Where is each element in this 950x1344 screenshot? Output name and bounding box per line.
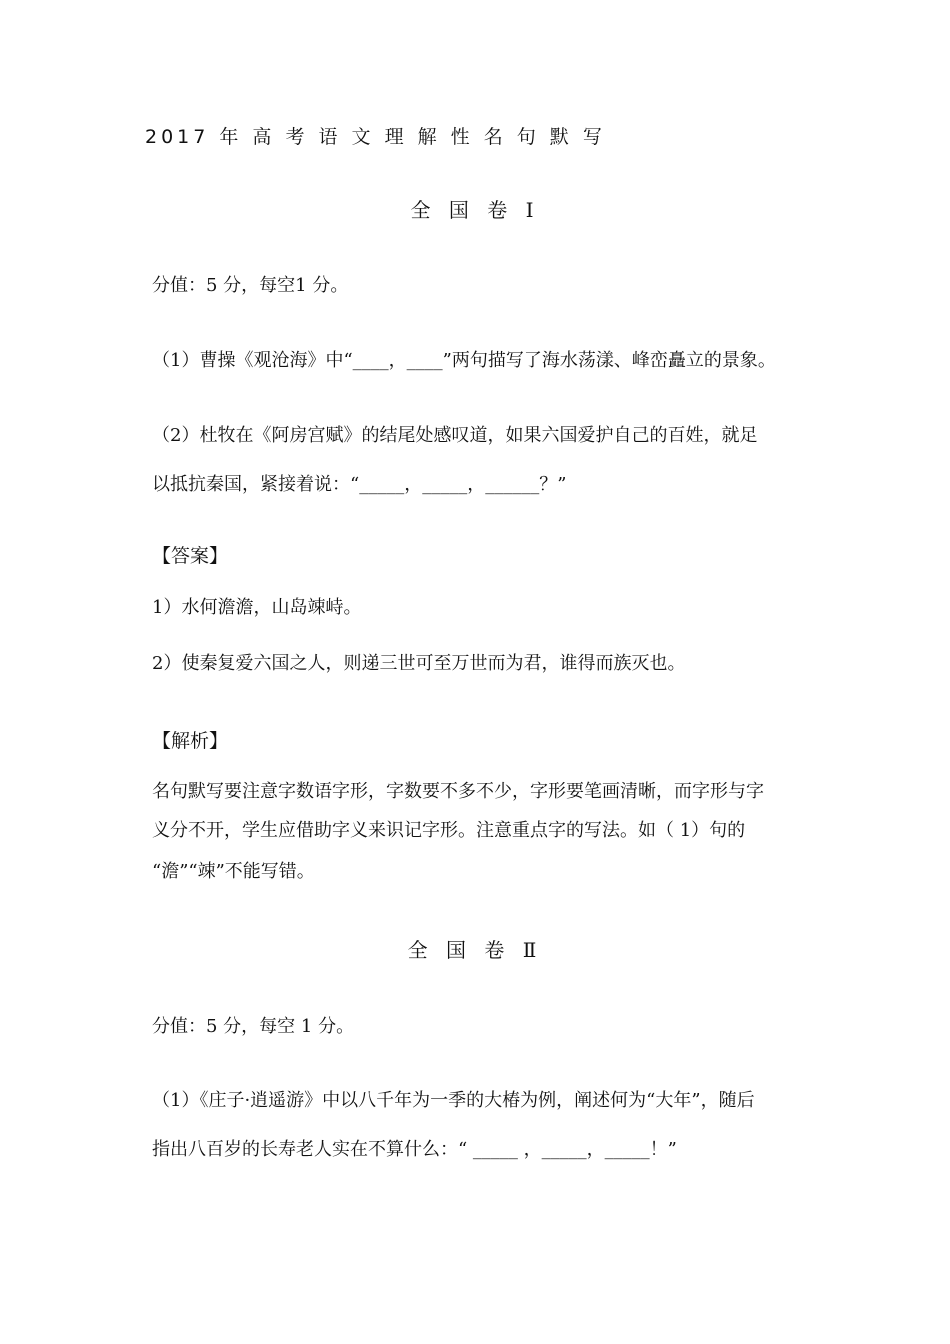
analysis-line-3: “澹”“竦”不能写错。 <box>152 861 315 882</box>
score-info-1: 分值：5 分，每空1 分。 <box>152 275 349 296</box>
question-1-1: （1）曹操《观沧海》中“____，____”两句描写了海水荡漾、峰峦矗立的景象。 <box>152 350 776 371</box>
question-2-1-line-2: 指出八百岁的长寿老人实在不算什么：“ _____ ，_____，_____！” <box>152 1139 677 1160</box>
answer-label: 【答案】 <box>152 545 229 567</box>
question-1-2-line-1: （2）杜牧在《阿房宫赋》的结尾处感叹道，如果六国爱护自己的百姓，就足 <box>152 425 758 446</box>
question-2-1-line-1: （1）《庄子·逍遥游》中以八千年为一季的大椿为例，阐述何为“大年”，随后 <box>152 1090 755 1111</box>
section-heading-national-1: 全 国 卷 Ⅰ <box>410 198 540 222</box>
answer-1: 1）水何澹澹，山岛竦峙。 <box>152 597 362 618</box>
score-info-2: 分值：5 分，每空 1 分。 <box>152 1016 355 1037</box>
section-heading-national-2: 全 国 卷 Ⅱ <box>407 938 543 962</box>
answer-2: 2）使秦复爱六国之人，则递三世可至万世而为君，谁得而族灭也。 <box>152 653 686 674</box>
document-title: 2017 年 高 考 语 文 理 解 性 名 句 默 写 <box>145 126 606 148</box>
analysis-line-2: 义分不开，学生应借助字义来识记字形。注意重点字的写法。如（ 1）句的 <box>152 820 746 841</box>
question-1-2-line-2: 以抵抗秦国，紧接着说：“_____，_____，______？” <box>152 474 567 495</box>
analysis-line-1: 名句默写要注意字数语字形，字数要不多不少，字形要笔画清晰，而字形与字 <box>152 781 764 802</box>
analysis-label: 【解析】 <box>152 730 229 752</box>
